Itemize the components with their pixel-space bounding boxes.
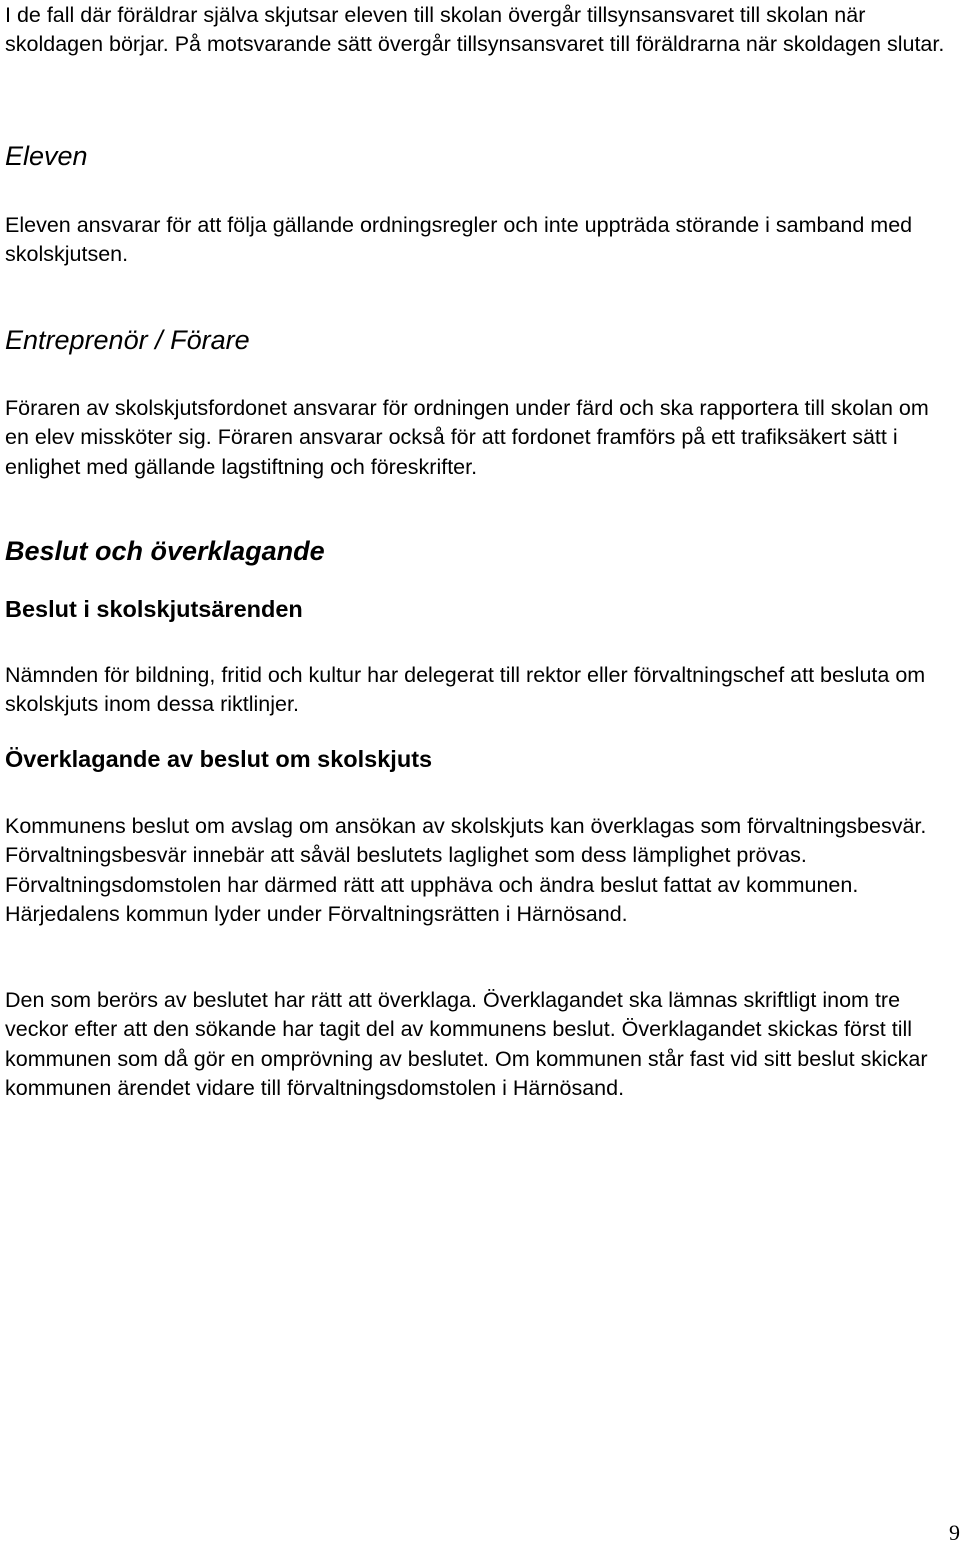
overklagande-sub-heading: Överklagande av beslut om skolskjuts: [5, 746, 433, 772]
overklagande-process-paragraph: Den som berörs av beslutet har rätt att överklaga. Överklagandet ska lämnas skriftligt inom tre veckor efter att den sökande har tagit del av kommunens beslut. Överklagandet skickas först till kommunen som då gör en omprövning av beslutet. Om kommunen står fast vid sitt beslut skickar kommunen ärendet vidare till förvaltningsdomstolen i Härnösand.: [5, 988, 928, 1100]
beslut-sub-heading: Beslut i skolskjutsärenden: [5, 596, 303, 622]
beslut-paragraph: Nämnden för bildning, fritid och kultur har delegerat till rektor eller förvaltningschef att besluta om skolskjuts inom dessa riktlinjer.: [5, 663, 926, 717]
entreprenor-paragraph: Föraren av skolskjutsfordonet ansvarar för ordningen under färd och ska rapportera till skolan om en elev missköter sig. Föraren ansvarar också för att fordonet framförs på ett trafiksäkert sätt i enlighet med gällande lagstiftning och föreskrifter.: [5, 396, 929, 479]
intro-paragraph: I de fall där föräldrar själva skjutsar eleven till skolan övergår tillsynsansvaret till skolan när skoldagen börjar. På motsvarande sätt övergår tillsynsansvaret till föräldrarna när skoldagen slutar.: [5, 3, 945, 57]
entreprenor-heading: Entreprenör / Förare: [5, 325, 250, 355]
beslut-heading: Beslut och överklagande: [5, 536, 325, 566]
overklagande-paragraph: Kommunens beslut om avslag om ansökan av skolskjuts kan överklagas som förvaltningsbesvär. Förvaltningsbesvär innebär att såväl beslutets laglighet som dess lämplighet prövas. Förvaltningsdomstolen har därmed rätt att upphäva och ändra beslut fattat av kommunen. Härjedalens kommun lyder under Förvaltningsrätten i Härnösand.: [5, 814, 927, 926]
page-number: 9: [949, 1520, 960, 1545]
eleven-heading: Eleven: [5, 141, 88, 171]
eleven-paragraph: Eleven ansvarar för att följa gällande ordningsregler och inte uppträda störande i samband med skolskjutsen.: [5, 213, 913, 267]
